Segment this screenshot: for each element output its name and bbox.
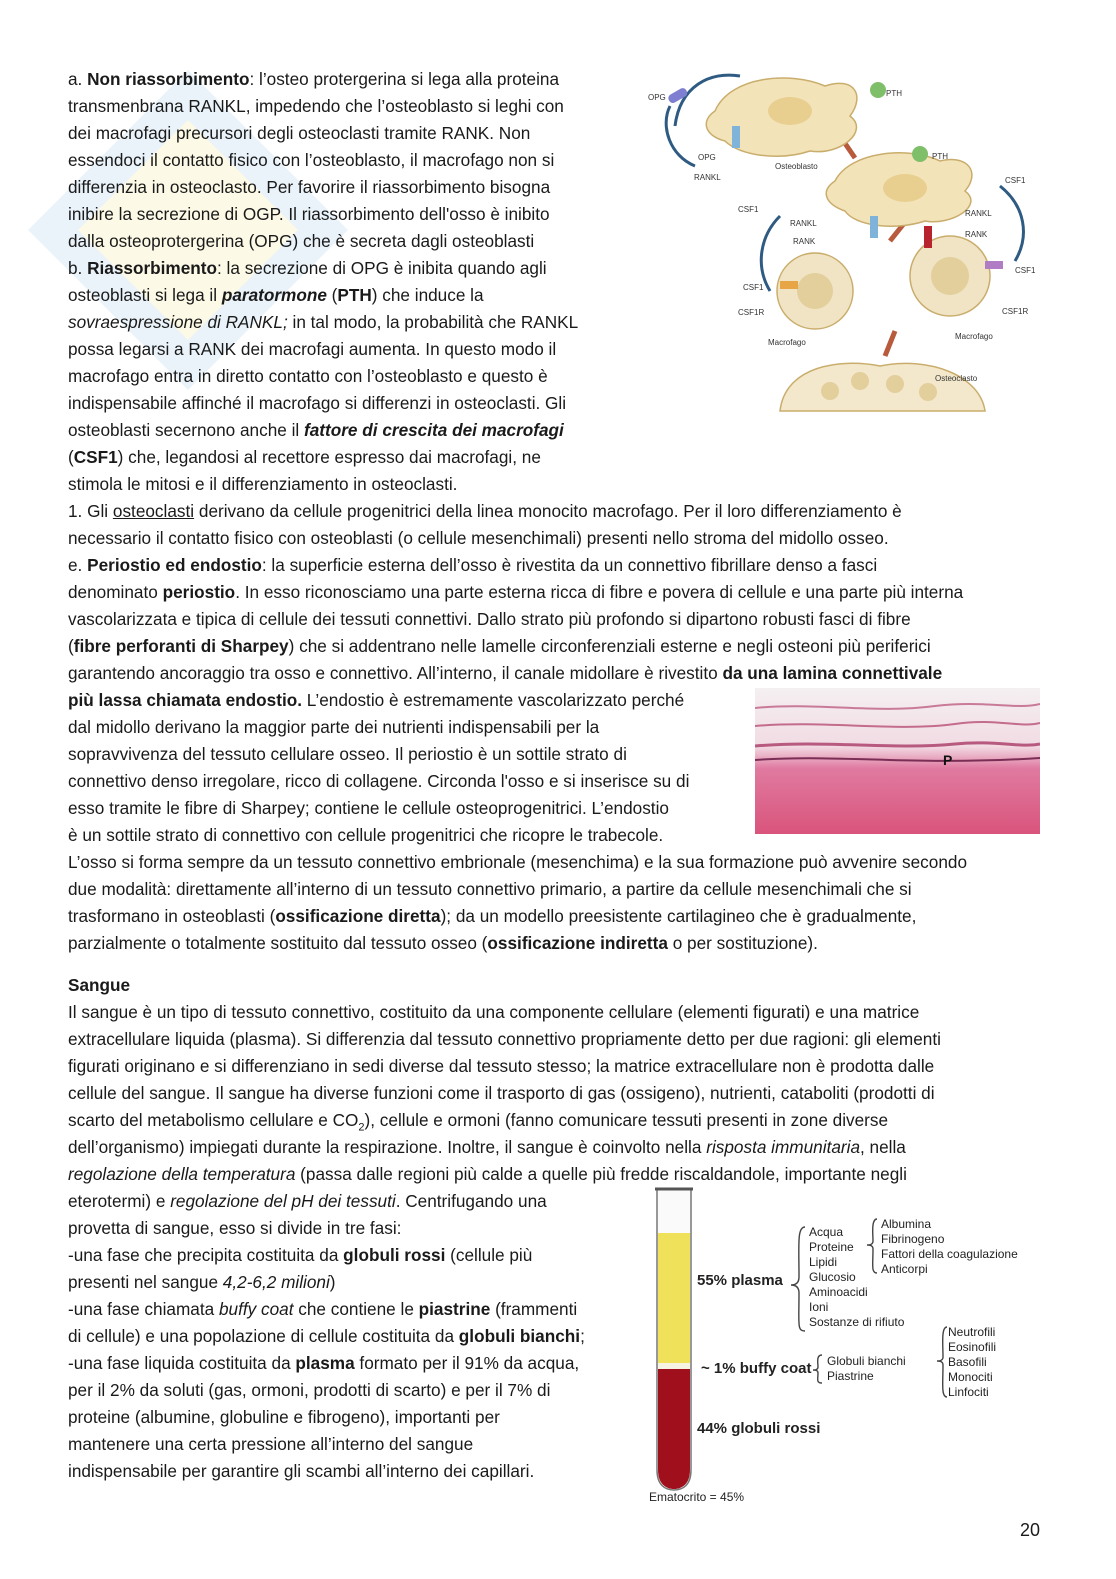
text-line: due modalità: direttamente all’interno di un tessuto connettivo primario, a partire da cellule mesenchimali che si	[68, 879, 912, 899]
figure-label: Osteoclasto	[935, 374, 978, 383]
plasma-proteins-list	[881, 1217, 1018, 1276]
text-line: b. Riassorbimento: la secrezione di OPG è inibita quando agli	[68, 258, 547, 278]
text-line: osteoblasti si lega il paratormone (PTH) che induce la	[68, 285, 484, 305]
list-item: Eosinofili	[948, 1340, 997, 1354]
text-line: vascolarizzata e tipica di cellule dei tessuti connettivi. Dallo strato più profondo si dipartono robusti fasci di fibre	[68, 609, 911, 629]
text-line: Il sangue è un tipo di tessuto connettivo, costituito da una componente cellulare (elementi figurati) e una matrice	[68, 1002, 920, 1022]
rankl-receptor	[732, 126, 740, 148]
text-line: dalla osteoprotergerina (OPG) che è secreta dagli osteoblasti	[68, 231, 535, 251]
section-heading: Sangue	[68, 975, 131, 995]
red-cells-label: 44% globuli rossi	[697, 1420, 821, 1437]
text-line: (fibre perforanti di Sharpey) che si addentrano nelle lamelle circonferenziali esterne e negli osteoni più periferici	[68, 636, 931, 656]
text-line: garantendo ancoraggio tra osso e connettivo. All’interno, il canale midollare è rivestito da una lamina connettivale	[68, 663, 943, 683]
list-item: Anticorpi	[881, 1262, 928, 1276]
list-item: Ioni	[809, 1300, 829, 1314]
list-item: Basofili	[948, 1355, 987, 1369]
buffy-coat-layer	[658, 1363, 690, 1369]
osteoclast-cell	[780, 363, 985, 411]
text-line: sopravvivenza del tessuto cellulare osseo. Il periostio è un sottile strato di	[68, 744, 627, 764]
text-line: inibire la secrezione di OGP. Il riassorbimento dell'osso è inibito	[68, 204, 550, 224]
list-item: Aminoacidi	[809, 1285, 868, 1299]
list-item: Linfociti	[948, 1385, 989, 1399]
figure-label: RANK	[793, 237, 816, 246]
page-number: 20	[1020, 1520, 1041, 1540]
text-line: sovraespressione di RANKL; in tal modo, la probabilità che RANKL	[68, 312, 579, 332]
figure-label: CSF1	[743, 283, 764, 292]
text-line: possa legarsi a RANK dei macrofagi aumenta. In questo modo il	[68, 339, 557, 359]
nucleus	[886, 375, 904, 393]
text-line: connettivo denso irregolare, ricco di collagene. Circonda l'osso e si inserisce su di	[68, 771, 690, 791]
brace	[791, 1227, 805, 1331]
text-line: extracellulare liquida (plasma). Si differenzia dal tessuto connettivo propriamente detto per due ragioni: gli elementi	[68, 1029, 941, 1049]
figure-label: OPG	[648, 93, 666, 102]
list-item: Fattori della coagulazione	[881, 1247, 1018, 1261]
figure-label: CSF1R	[1002, 307, 1029, 316]
text-line: presenti nel sangue 4,2-6,2 milioni)	[68, 1272, 336, 1292]
text-line: proteine (albumine, globuline e fibrogeno), importanti per	[68, 1407, 500, 1427]
text-line: indispensabile per garantire gli scambi all’interno dei capillari.	[68, 1461, 535, 1481]
figure-label: RANKL	[694, 173, 721, 182]
figure-label: CSF1	[1015, 266, 1036, 275]
text-line: osteoblasti secernono anche il fattore di crescita dei macrofagi	[68, 420, 564, 440]
arrow	[885, 331, 895, 356]
figure-label: PTH	[886, 89, 902, 98]
text-line: eterotermi) e regolazione del pH dei tessuti. Centrifugando una	[68, 1191, 547, 1211]
text-line: dei macrofagi precursori degli osteoclasti tramite RANK. Non	[68, 123, 531, 143]
list-item: Lipidi	[809, 1255, 838, 1269]
rankl-receptor	[870, 216, 878, 238]
text-line: transmenbrana RANKL, impedendo che l’osteoblasto si leghi con	[68, 96, 564, 116]
text-line: parzialmente o totalmente sostituito dal tessuto osseo (ossificazione indiretta o per sostituzione).	[68, 933, 818, 953]
list-item: Sostanze di rifiuto	[809, 1315, 905, 1329]
text-line: trasformano in osteoblasti (ossificazione diretta); da un modello preesistente cartilagineo che è gradualmente,	[68, 906, 917, 926]
red-cell-layer	[658, 1369, 690, 1489]
figure-label: CSF1R	[738, 308, 765, 317]
brace	[813, 1355, 822, 1383]
periosteum-histology-image	[755, 688, 1040, 834]
figure-label: Osteoblasto	[775, 162, 818, 171]
csf1-molecule	[780, 281, 798, 289]
text-line: regolazione della temperatura (passa dalle regioni più calde a quelle più fredde riscaldandole, importante negli	[68, 1164, 907, 1184]
text-line: provetta di sangue, esso si divide in tre fasi:	[68, 1218, 402, 1238]
figure-label: Macrofago	[768, 338, 806, 347]
curved-arrow	[761, 216, 780, 291]
text-line: differenzia in osteoclasto. Per favorire il riassorbimento bisogna	[68, 177, 551, 197]
nucleus	[821, 382, 839, 400]
list-item: Fibrinogeno	[881, 1232, 945, 1246]
list-item: Glucosio	[809, 1270, 856, 1284]
text-line: dell’organismo) impiegati durante la respirazione. Inoltre, il sangue è coinvolto nella risposta immunitaria, nella	[68, 1137, 906, 1157]
plasma-layer	[658, 1233, 690, 1363]
nucleus	[768, 97, 812, 125]
text-line: L’osso si forma sempre da un tessuto connettivo embrionale (mesenchima) e la sua formazione può avvenire secondo	[68, 852, 968, 872]
csf1r-receptor	[985, 261, 1003, 269]
list-item: Monociti	[948, 1370, 993, 1384]
text-line: per il 2% da soluti (gas, ormoni, prodotti di scarto) e per il 7% di	[68, 1380, 551, 1400]
text-line: dal midollo derivano la maggior parte dei nutrienti indispensabili per la	[68, 717, 600, 737]
blood-test-tube-figure	[635, 1185, 1045, 1503]
histology-label: P	[943, 752, 953, 768]
list-item: Piastrine	[827, 1369, 874, 1383]
list-item: Globuli bianchi	[827, 1354, 906, 1368]
pth-molecule	[870, 82, 886, 98]
figure-label: RANKL	[965, 209, 992, 218]
hematocrit-label: Ematocrito = 45%	[649, 1490, 745, 1503]
text-line: più lassa chiamata endostio. L’endostio è estremamente vascolarizzato perché	[68, 690, 685, 710]
opg-molecule	[667, 87, 689, 105]
figure-label: RANK	[965, 230, 988, 239]
list-item: Proteine	[809, 1240, 854, 1254]
curved-arrow	[1000, 186, 1023, 261]
curved-arrow	[666, 106, 695, 166]
figure-label: RANKL	[790, 219, 817, 228]
text-line: mantenere una certa pressione all’interno del sangue	[68, 1434, 474, 1454]
figure-label: PTH	[932, 152, 948, 161]
text-line: e. Periostio ed endostio: la superficie esterna dell’osso è rivestita da un connettivo fibrillare denso a fasci	[68, 555, 878, 575]
text-line: di cellule) e una popolazione di cellule costituita da globuli bianchi;	[68, 1326, 585, 1346]
osteoclast-differentiation-figure	[640, 66, 1060, 476]
nucleus	[797, 273, 833, 309]
buffy-coat-label: ~ 1% buffy coat	[701, 1360, 812, 1377]
text-line: figurati originano e si differenziano in sedi diverse dal tessuto stesso; la matrice extracellulare non è prodotta dalle	[68, 1056, 935, 1076]
text-line: -una fase liquida costituita da plasma formato per il 91% da acqua,	[68, 1353, 580, 1373]
text-line: è un sottile strato di connettivo con cellule progenitrici che ricopre le trabecole.	[68, 825, 664, 845]
nucleus	[931, 257, 969, 295]
brace	[867, 1219, 877, 1273]
brace	[937, 1327, 947, 1397]
text-line: essendoci il contatto fisico con l’osteoblasto, il macrofago non si	[68, 150, 555, 170]
list-item: Acqua	[809, 1225, 844, 1239]
figure-label: Macrofago	[955, 332, 993, 341]
figure-label: OPG	[698, 153, 716, 162]
list-item: Neutrofili	[948, 1325, 996, 1339]
text-line: macrofago entra in diretto contatto con l’osteoblasto e questo è	[68, 366, 548, 386]
text-line: cellule del sangue. Il sangue ha diverse funzioni come il trasporto di gas (ossigeno), nutrienti, cataboliti (prodotti di	[68, 1083, 935, 1103]
nucleus	[851, 372, 869, 390]
text-line: necessario il contatto fisico con osteoblasti (o cellule mesenchimali) presenti nello stroma del midollo osseo.	[68, 528, 889, 548]
text-line: denominato periostio. In esso riconosciamo una parte esterna ricca di fibre e povera di cellule e una parte più interna	[68, 582, 964, 602]
nucleus	[883, 174, 927, 202]
text-line: a. Non riassorbimento: l’osteo protergerina si lega alla proteina	[68, 69, 560, 89]
figure-label: CSF1	[1005, 176, 1026, 185]
text-line: -una fase che precipita costituita da globuli rossi (cellule più	[68, 1245, 533, 1265]
nucleus	[919, 383, 937, 401]
text-line: 1. Gli osteoclasti derivano da cellule progenitrici della linea monocito macrofago. Per il loro differenziamento è	[68, 501, 902, 521]
list-item: Albumina	[881, 1217, 932, 1231]
text-line: (CSF1) che, legandosi al recettore espresso dai macrofagi, ne	[68, 447, 541, 467]
pth-molecule	[912, 146, 928, 162]
figure-label: CSF1	[738, 205, 759, 214]
rank-receptor	[924, 226, 932, 248]
buffy-coat-components-list	[827, 1354, 906, 1383]
plasma-label: 55% plasma	[697, 1272, 783, 1289]
text-line: scarto del metabolismo cellulare e $CO_2$), cellule e ormoni (fanno comunicare tessuti presenti in zone diverse	[68, 1110, 889, 1134]
white-cells-list	[948, 1325, 996, 1399]
text-line: stimola le mitosi e il differenziamento in osteoclasti.	[68, 474, 458, 494]
text-line: esso tramite le fibre di Sharpey; contiene le cellule osteoprogenitrici. L’endostio	[68, 798, 669, 818]
text-line: indispensabile affinché il macrofago si differenzi in osteoclasti. Gli	[68, 393, 567, 413]
text-line: -una fase chiamata buffy coat che contiene le piastrine (frammenti	[68, 1299, 578, 1319]
